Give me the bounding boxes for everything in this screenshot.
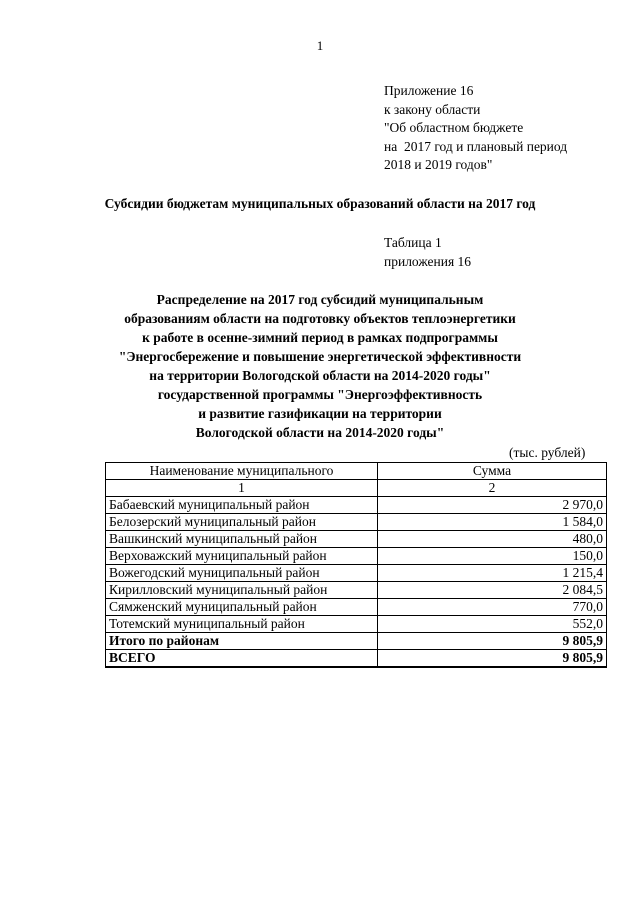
district-name: Вожегодский муниципальный район [106,565,378,582]
district-name: Верховажский муниципальный район [106,548,378,565]
district-name: Белозерский муниципальный район [106,514,378,531]
appendix-line: 2018 и 2019 годов" [384,157,493,172]
table-row [106,582,607,599]
table-row [106,514,607,531]
appendix-line: "Об областном бюджете [384,120,524,135]
table-row [106,616,607,633]
total-amount: 9 805,9 [378,650,607,668]
table-row [106,565,607,582]
table-label-line: приложения 16 [384,254,472,269]
page-number: 1 [316,38,324,53]
unit-label: (тыс. рублей) [509,445,586,460]
district-amount: 1 215,4 [378,565,607,582]
table-row [106,548,607,565]
distribution-title-line: Вологодской области на 2014-2020 годы" [195,425,445,440]
main-title: Субсидии бюджетам муниципальных образований области на 2017 год [104,196,536,211]
appendix-line: Приложение 16 [384,83,474,98]
district-amount: 2 084,5 [378,582,607,599]
appendix-line: к закону области [384,101,481,117]
district-name: Бабаевский муниципальный район [106,497,378,514]
column-number-row [106,480,607,497]
distribution-title-line: государственной программы "Энергоэффективность [157,387,483,402]
subtotal-amount: 9 805,9 [378,633,607,650]
distribution-title-line: и развитие газификации на территории [198,406,442,421]
district-name: Тотемский муниципальный район [106,616,378,633]
table-row [106,599,607,616]
total-label: ВСЕГО [106,650,378,668]
table-row [106,531,607,548]
distribution-title-line: к работе в осенне-зимний период в рамках подпрограммы [142,330,498,345]
distribution-title-line: "Энергосбережение и повышение энергетической эффективности [118,349,522,364]
district-amount: 150,0 [378,548,607,565]
subsidies-table [105,462,607,668]
column-number: 1 [106,480,378,497]
distribution-title-line: Распределение на 2017 год субсидий муниципальным [156,292,484,307]
subtotal-row [106,633,607,650]
appendix-reference [384,82,567,175]
header-amount: Сумма [378,463,607,480]
district-amount: 552,0 [378,616,607,633]
district-amount: 770,0 [378,599,607,616]
table-header-row [106,463,607,480]
table-label-line: Таблица 1 [384,235,442,250]
column-number: 2 [378,480,607,497]
district-amount: 480,0 [378,531,607,548]
total-row [106,650,607,668]
appendix-line: на 2017 год и плановый период [384,138,568,154]
district-name: Вашкинский муниципальный район [106,531,378,548]
subtotal-label: Итого по районам [106,633,378,650]
district-amount: 2 970,0 [378,497,607,514]
distribution-title [0,290,640,442]
district-name: Сямженский муниципальный район [106,599,378,616]
distribution-title-line: образованиям области на подготовку объектов теплоэнергетики [124,311,516,326]
district-name: Кирилловский муниципальный район [106,582,378,599]
district-amount: 1 584,0 [378,514,607,531]
header-name: Наименование муниципального [106,463,378,480]
table-row [106,497,607,514]
distribution-title-line: на территории Вологодской области на 2014-2020 годы" [149,368,491,383]
table-label [384,233,471,271]
